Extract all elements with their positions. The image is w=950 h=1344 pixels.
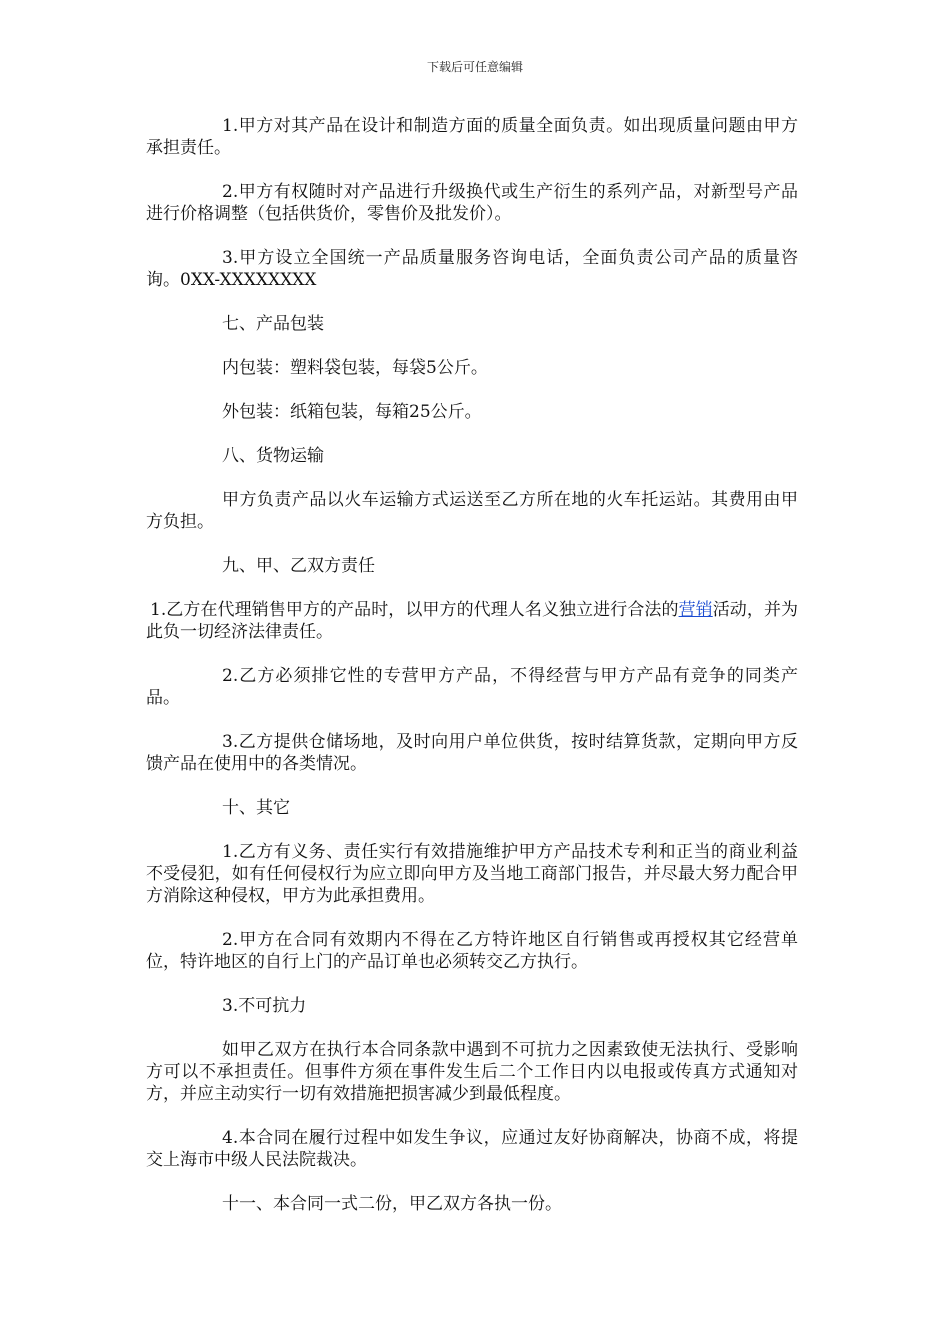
clause-product-upgrade: 2.甲方有权随时对产品进行升级换代或生产衍生的系列产品，对新型号产品进行价格调整（包括供货价，零售价及批发价）。 <box>146 182 798 224</box>
transport-text: 甲方负责产品以火车运输方式运送至乙方所在地的火车托运站。其费用由甲方负担。 <box>146 490 798 532</box>
section-heading-packaging: 七、产品包装 <box>222 314 324 334</box>
clause-agent-sales-text-end: 活动，并为此负一切经济法律责任。 <box>146 600 799 642</box>
clause-territory: 2.甲方在合同有效期内不得在乙方特许地区自行销售或再授权其它经营单位，特许地区的自行上门的产品订单也必须转交乙方执行。 <box>146 930 798 972</box>
clause-force-majeure-text: 如甲乙双方在执行本合同条款中遇到不可抗力之因素致使无法执行、受影响方可以不承担责任。但事件方须在事件发生后二个工作日内以电报或传真方式通知对方，并应主动实行一切有效措施把损害减少到最低程度。 <box>146 1040 798 1104</box>
section-copies: 十一、本合同一式二份，甲乙双方各执一份。 <box>222 1194 562 1214</box>
clause-dispute-resolution: 4.本合同在履行过程中如发生争议，应通过友好协商解决，协商不成，将提交上海市中级人民法院裁决。 <box>146 1128 798 1170</box>
clause-agent-sales <box>146 599 798 643</box>
section-heading-transport: 八、货物运输 <box>222 446 324 466</box>
marketing-link[interactable]: 营销 <box>678 600 713 620</box>
clause-quality-responsibility: 1.甲方对其产品在设计和制造方面的质量全面负责。如出现质量问题由甲方承担责任。 <box>146 116 798 158</box>
document-body <box>146 115 798 1215</box>
clause-warehouse-supply: 3.乙方提供仓储场地，及时向用户单位供货，按时结算货款，定期向甲方反馈产品在使用中的各类情况。 <box>146 732 798 774</box>
clause-service-hotline: 3.甲方设立全国统一产品质量服务咨询电话，全面负责公司产品的质量咨询。0XX-XXXXXXXX <box>146 248 798 290</box>
clause-force-majeure-title: 3.不可抗力 <box>222 996 307 1016</box>
clause-agent-sales-text: 1.乙方在代理销售甲方的产品时，以甲方的代理人名义独立进行合法的 <box>150 600 679 620</box>
clause-patent-protection: 1.乙方有义务、责任实行有效措施维护甲方产品技术专利和正当的商业利益不受侵犯，如有任何侵权行为应立即向甲方及当地工商部门报告，并尽最大努力配合甲方消除这种侵权，甲方为此承担费用。 <box>146 842 798 906</box>
section-heading-other: 十、其它 <box>222 798 290 818</box>
outer-packaging-text: 外包装：纸箱包装，每箱25公斤。 <box>222 402 482 422</box>
inner-packaging-text: 内包装：塑料袋包装，每袋5公斤。 <box>222 358 488 378</box>
section-heading-responsibilities: 九、甲、乙双方责任 <box>222 556 375 576</box>
clause-exclusive-sales: 2.乙方必须排它性的专营甲方产品，不得经营与甲方产品有竞争的同类产品。 <box>146 666 798 708</box>
page-header: 下载后可任意编辑 <box>426 60 523 74</box>
